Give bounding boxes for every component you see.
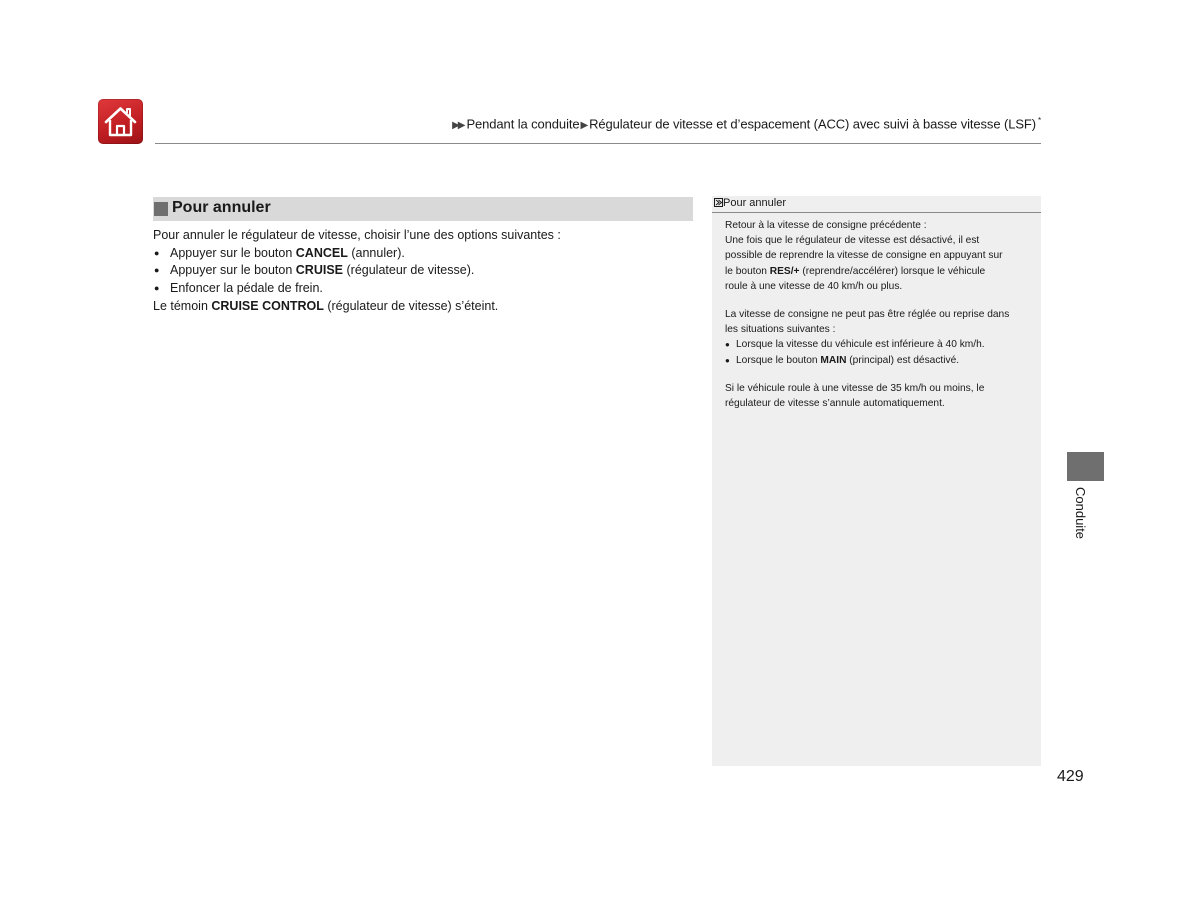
note-text-part: le bouton: [725, 265, 770, 277]
outro-post: (régulateur de vitesse) s’éteint.: [323, 298, 499, 313]
bullet-text: (régulateur de vitesse).: [343, 263, 475, 278]
list-item: [153, 262, 698, 280]
note-text: roule à une vitesse de 40 km/h ou plus.: [725, 280, 903, 292]
note-text-part: (principal) est désactivé.: [846, 354, 960, 366]
note-title[interactable]: Pour annuler: [723, 197, 786, 209]
breadcrumb-separator-icon: ▶: [580, 120, 589, 132]
note-text: les situations suivantes :: [725, 324, 836, 336]
note-text: Si le véhicule roule à une vitesse de 35 km/h ou moins, le: [725, 382, 985, 394]
note-list-item: [725, 353, 1037, 368]
note-text-part: (reprendre/accélérer) lorsque le véhicule: [799, 265, 986, 277]
note-body: [725, 218, 1037, 411]
note-text: La vitesse de consigne ne peut pas être réglée ou reprise dans: [725, 309, 1010, 321]
spacer: [725, 368, 1037, 381]
note-list-item: ● Lorsque la vitesse du véhicule est inférieure à 40 km/h.: [725, 337, 1037, 352]
note-text: Retour à la vitesse de consigne précédente :: [725, 220, 927, 231]
note-arrow-icon: [714, 197, 723, 206]
breadcrumb-arrow-icon: ▶▶: [452, 120, 464, 132]
house-icon: [98, 99, 143, 144]
bullet-text: Enfoncer la pédale de frein.: [170, 281, 323, 296]
main-body: [153, 227, 698, 316]
button-name: RES/+: [769, 265, 800, 277]
note-text: Une fois que le régulateur de vitesse est désactivé, il est: [725, 235, 980, 247]
bullet-text: (annuler).: [347, 245, 405, 260]
header-divider: [155, 143, 1041, 144]
section-square-icon: [154, 202, 168, 216]
home-icon[interactable]: [98, 99, 143, 144]
note-text: possible de reprendre la vitesse de consigne en appuyant sur: [725, 250, 1003, 262]
section-title: Pour annuler: [172, 199, 271, 216]
note-text: régulateur de vitesse s’annule automatiquement.: [725, 398, 945, 410]
outro-text: [153, 298, 698, 316]
bullet-text: Appuyer sur le bouton: [170, 245, 296, 260]
indicator-name: CRUISE CONTROL: [211, 298, 324, 313]
spacer: [725, 294, 1037, 307]
button-name: CANCEL: [295, 245, 348, 260]
breadcrumb-current: Régulateur de vitesse et d’espacement (ACC) avec suivi à basse vitesse (LSF): [589, 116, 1036, 132]
list-item: [153, 280, 698, 298]
note-panel: [712, 196, 1041, 766]
breadcrumb-link-driving[interactable]: Pendant la conduite: [466, 116, 580, 132]
breadcrumb: [452, 116, 1041, 131]
chapter-tab[interactable]: [1067, 452, 1104, 481]
outro-pre: Le témoin: [153, 298, 212, 313]
button-name: CRUISE: [295, 263, 344, 278]
intro-text: Pour annuler le régulateur de vitesse, choisir l’une des options suivantes :: [153, 228, 561, 242]
note-text: [725, 264, 1037, 279]
note-header: [712, 196, 1041, 213]
list-item: [153, 245, 698, 263]
note-text-part: Lorsque le bouton: [736, 354, 821, 366]
button-name: MAIN: [820, 354, 847, 366]
bullet-text: Appuyer sur le bouton: [170, 263, 296, 278]
breadcrumb-asterisk: *: [1037, 116, 1041, 125]
page-number: 429: [1057, 768, 1084, 785]
section-header: [153, 197, 693, 221]
chapter-label[interactable]: Conduite: [1073, 487, 1088, 540]
